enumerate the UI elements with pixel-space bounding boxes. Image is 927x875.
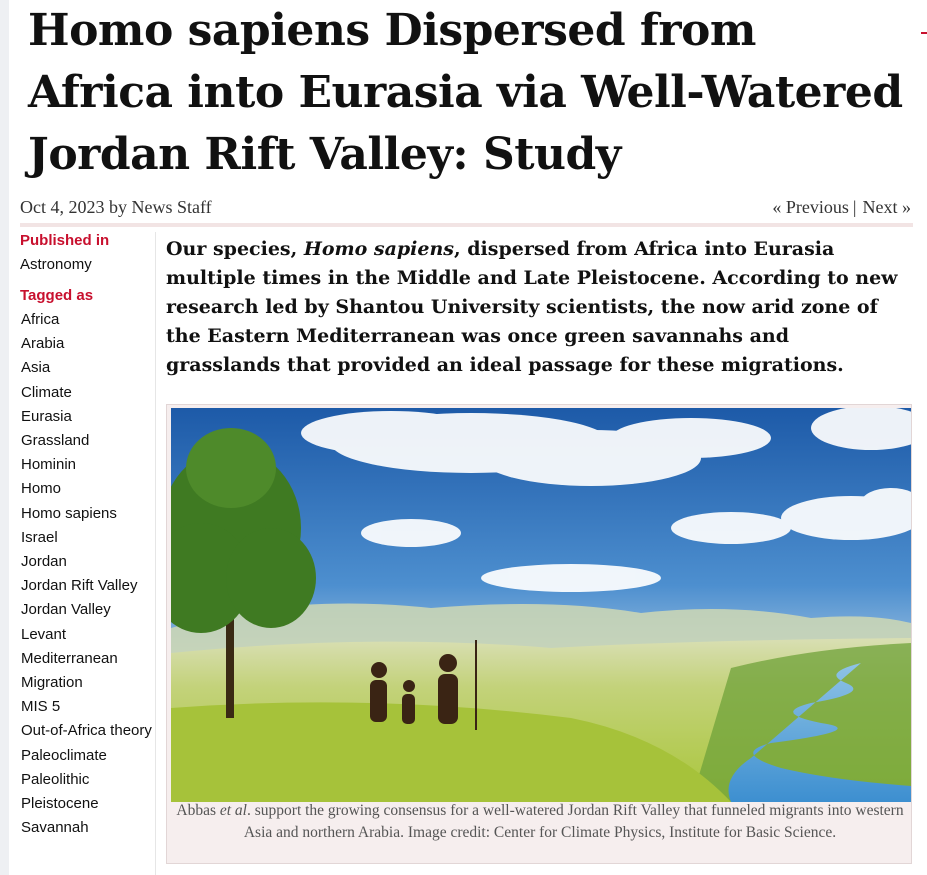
caption-author: Abbas (176, 802, 220, 819)
tag-item[interactable]: MIS 5 (21, 698, 61, 716)
sidebar-item-astronomy[interactable]: Astronomy (20, 256, 92, 273)
lead-text-rest: , dispersed from Africa into Eurasia multiple times in the Middle and Late Pleistocene. According to new research led by Shantou University scientists, the now arid zone of the Eastern Mediterranean was once green savannahs and grasslands that provided an ideal passage for these migrations. (166, 238, 898, 376)
landscape-illustration (171, 408, 911, 802)
tag-item[interactable]: Israel (21, 528, 58, 546)
tag-item[interactable]: Homo (21, 480, 62, 498)
tag-item[interactable]: Migration (21, 674, 83, 692)
tag-item[interactable]: Africa (21, 311, 60, 328)
tag-item[interactable]: Homo sapiens (21, 504, 117, 522)
article-pager (772, 197, 911, 218)
tag-item[interactable]: Grassland (21, 432, 90, 450)
lead-species-name: Homo sapiens (303, 238, 455, 260)
byline-row (20, 195, 913, 227)
tag-item[interactable]: Levant (21, 625, 67, 643)
tag-item[interactable]: Climate (21, 383, 72, 401)
tag-item[interactable]: Paleolithic (21, 770, 90, 788)
article-lead (166, 235, 906, 380)
tag-item[interactable]: Mediterranean (21, 649, 118, 667)
tag-item[interactable]: Jordan Valley (21, 601, 111, 619)
article-headline: Homo sapiens Dispersed from Africa into Eurasia via Well-Watered Jordan Rift Valley: Study (28, 5, 903, 180)
pager-separator: | (852, 197, 857, 217)
caption-text: . support the growing consensus for a well-watered Jordan Rift Valley that funneled migrants into western Asia and northern Arabia. Image credit: Center for Climate Physics, Institute for Basic Science. (243, 802, 904, 841)
previous-link[interactable]: « Previous (772, 197, 849, 217)
next-link[interactable]: Next » (862, 197, 911, 217)
article-figure (166, 404, 912, 864)
byline-by: by (109, 197, 127, 217)
left-edge-strip (0, 0, 9, 875)
tag-item[interactable]: Asia (21, 359, 51, 377)
author-link[interactable]: News Staff (131, 197, 212, 217)
tag-item[interactable]: Paleoclimate (21, 746, 107, 764)
caption-et-al: et al (219, 802, 247, 819)
sidebar (20, 232, 156, 875)
tag-item[interactable]: Pleistocene (21, 795, 99, 813)
tag-item[interactable]: Savannah (21, 819, 89, 837)
tag-item[interactable]: Jordan (21, 553, 67, 571)
lead-text-start: Our species, (166, 238, 304, 260)
byline (20, 197, 212, 218)
edge-marker (921, 32, 927, 34)
tag-list (20, 308, 155, 840)
tag-item[interactable]: Hominin (21, 456, 77, 474)
tag-item[interactable]: Arabia (21, 335, 65, 353)
publish-date: Oct 4, 2023 (20, 197, 105, 217)
figure-caption (171, 800, 909, 844)
tagged-as-heading: Tagged as (20, 287, 94, 304)
tag-item[interactable]: Jordan Rift Valley (21, 577, 138, 595)
tag-item[interactable]: Out-of-Africa theory (21, 722, 152, 740)
published-in-heading: Published in (20, 232, 110, 249)
tag-item[interactable]: Eurasia (21, 407, 72, 425)
article-image (171, 408, 911, 802)
